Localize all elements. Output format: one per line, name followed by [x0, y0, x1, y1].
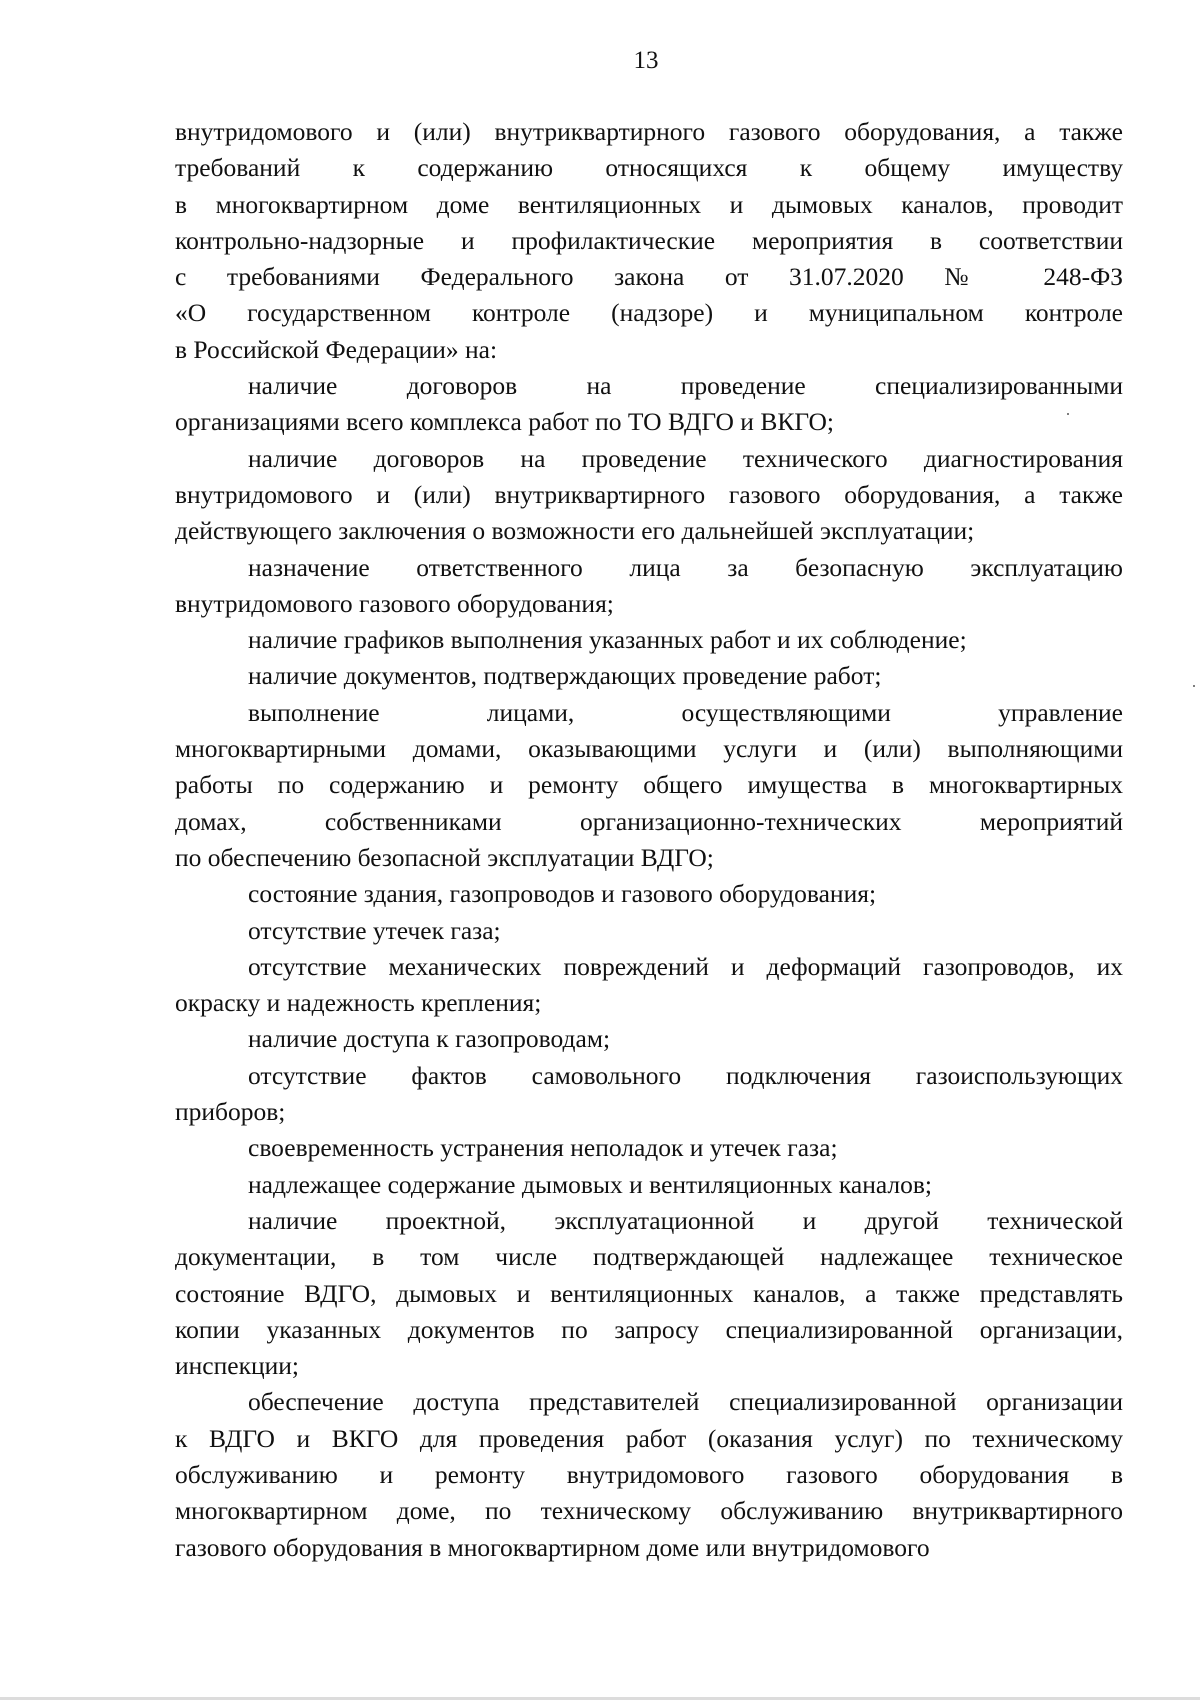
text-line: выполнение лицами, осуществляющими управление: [248, 697, 1123, 727]
scan-speck: [1067, 413, 1069, 415]
text-line: внутридомового и (или) внутриквартирного газового оборудования, а также: [175, 479, 1123, 509]
text-line: обслуживанию и ремонту внутридомового газового оборудования в: [175, 1459, 1123, 1489]
text-line: своевременность устранения неполадок и утечек газа;: [248, 1133, 838, 1163]
text-line: к ВДГО и ВКГО для проведения работ (оказания услуг) по техническому: [175, 1423, 1123, 1453]
text-line: наличие проектной, эксплуатационной и другой технической: [248, 1205, 1123, 1235]
text-line: отсутствие фактов самовольного подключения газоиспользующих: [248, 1060, 1123, 1090]
paragraph: [175, 550, 1123, 623]
paragraph: [175, 114, 1123, 368]
text-line: наличие договоров на проведение технического диагностирования: [248, 443, 1123, 473]
text-line: инспекции;: [175, 1351, 299, 1381]
text-line: внутридомового и (или) внутриквартирного газового оборудования, а также: [175, 117, 1123, 146]
text-line: отсутствие утечек газа;: [248, 915, 501, 945]
text-line: организациями всего комплекса работ по ТО ВДГО и ВКГО;: [175, 407, 834, 437]
text-line: домах, собственниками организационно-технических мероприятий: [175, 806, 1123, 836]
text-line: надлежащее содержание дымовых и вентиляционных каналов;: [248, 1169, 932, 1199]
paragraph: [175, 695, 1123, 876]
text-line: назначение ответственного лица за безопасную эксплуатацию: [248, 552, 1123, 582]
text-line: газового оборудования в многоквартирном доме или внутридомового: [175, 1532, 930, 1562]
text-line: наличие договоров на проведение специализированными: [248, 371, 1123, 401]
paragraph: [175, 949, 1123, 1022]
text-line: состояние ВДГО, дымовых и вентиляционных каналов, а также представлять: [175, 1278, 1123, 1308]
text-line: приборов;: [175, 1097, 286, 1127]
scan-speck: [1193, 685, 1195, 687]
text-line: контрольно-надзорные и профилактические мероприятия в соответствии: [175, 225, 1123, 255]
text-line: многоквартирными домами, оказывающими услуги и (или) выполняющими: [175, 734, 1123, 764]
text-line: наличие графиков выполнения указанных работ и их соблюдение;: [248, 625, 967, 655]
text-line: многоквартирном доме, по техническому обслуживанию внутриквартирного: [175, 1496, 1123, 1526]
text-line: копии указанных документов по запросу специализированной организации,: [175, 1314, 1123, 1344]
text-line: требований к содержанию относящихся к общему имуществу: [175, 153, 1123, 183]
paragraph: [175, 913, 1123, 949]
paragraph: [175, 876, 1123, 912]
text-line: обеспечение доступа представителей специализированной организации: [248, 1387, 1123, 1417]
text-line: в многоквартирном доме вентиляционных и дымовых каналов, проводит: [175, 189, 1123, 219]
text-line: окраску и надежность крепления;: [175, 988, 542, 1018]
paragraph: [175, 1167, 1123, 1203]
text-line: документации, в том числе подтверждающей надлежащее техническое: [175, 1242, 1123, 1272]
paragraph: [175, 1021, 1123, 1057]
text-line: наличие документов, подтверждающих проведение работ;: [248, 661, 882, 691]
paragraph: [175, 1203, 1123, 1384]
paragraph: [175, 441, 1123, 550]
paragraph: [175, 368, 1123, 441]
text-line: отсутствие механических повреждений и деформаций газопроводов, их: [248, 951, 1123, 981]
text-line: с требованиями Федерального закона от 31.07.2020 № 248-ФЗ: [175, 262, 1123, 292]
text-line: «О государственном контроле (надзоре) и муниципальном контроле: [175, 298, 1123, 328]
document-body: [175, 114, 1123, 1566]
paragraph: [175, 1384, 1123, 1565]
text-line: работы по содержанию и ремонту общего имущества в многоквартирных: [175, 770, 1123, 800]
paragraph: [175, 622, 1123, 658]
text-line: действующего заключения о возможности его дальнейшей эксплуатации;: [175, 516, 975, 546]
text-line: по обеспечению безопасной эксплуатации ВДГО;: [175, 842, 714, 872]
text-line: в Российской Федерации» на:: [175, 334, 498, 364]
text-line: состояние здания, газопроводов и газового оборудования;: [248, 879, 877, 909]
text-line: наличие доступа к газопроводам;: [248, 1024, 611, 1054]
paragraph: [175, 1130, 1123, 1166]
paragraph: [175, 658, 1123, 694]
page-number: 13: [633, 47, 659, 74]
paragraph: [175, 1058, 1123, 1131]
text-line: внутридомового газового оборудования;: [175, 588, 614, 618]
